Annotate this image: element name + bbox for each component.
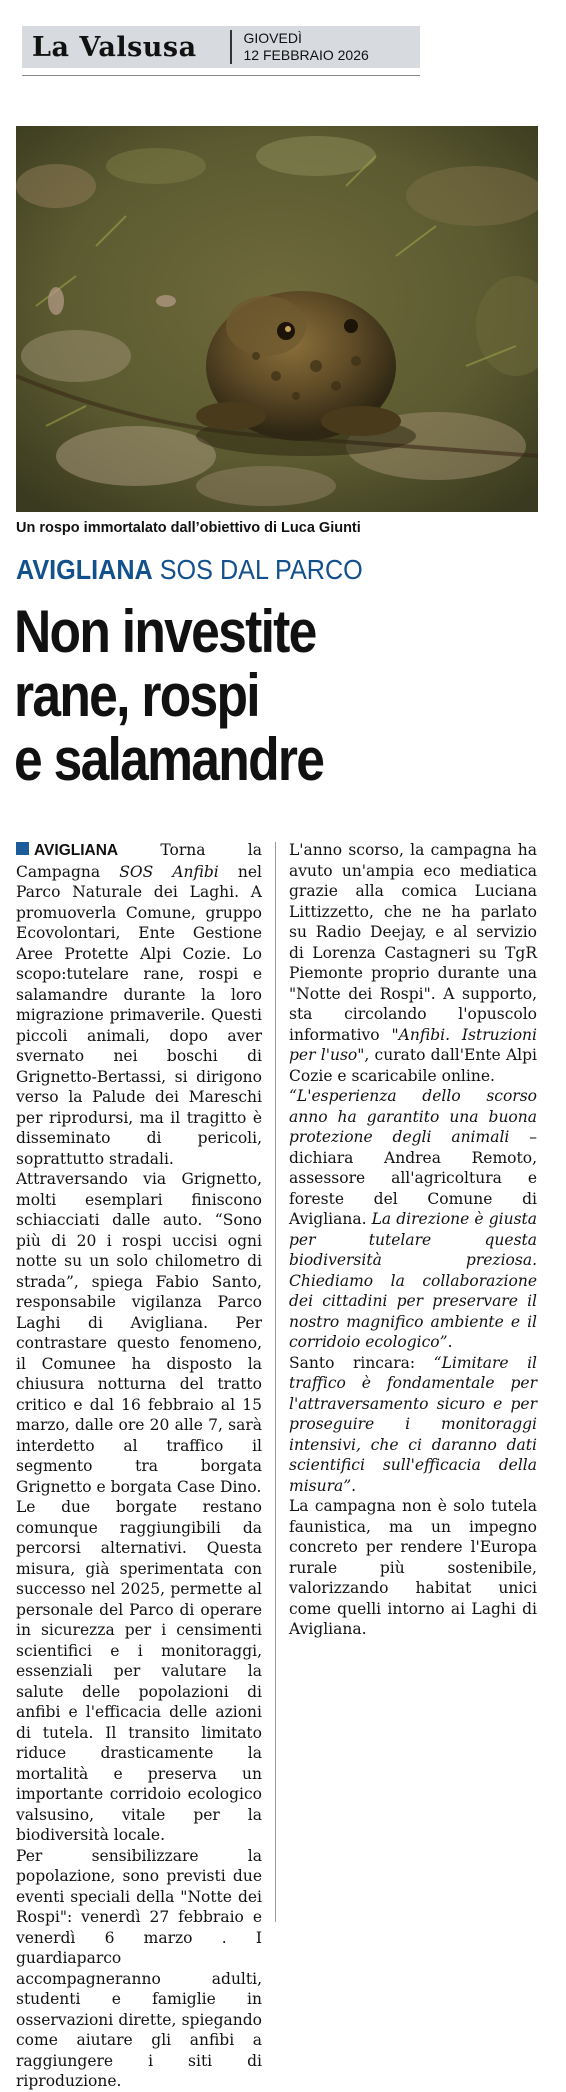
p6-quote-b: La direzione è giusta per tutelare questa biodiversità preziosa. Chiediamo la collaborazione dei cittadini per preservare il nostro magnifico ambiente e il corridoio ecologico” — [289, 1210, 537, 1351]
p6-text-a: – dichiara Andrea Remoto, assessore all'agricoltura e foreste del Comune di Avigliana. — [289, 1128, 537, 1228]
p6-text-b: . — [447, 1333, 453, 1351]
paragraph-2: Attraversando via Grignetto, molti esemplari finiscono schiacciati dalle auto. “Sono più di 20 i rospi uccisi ogni notte su un solo chilometro di strada”, spiega Fabio Santo, responsabile vigilanza Parco Laghi di Avigliana. Per contrastare questo fenomeno, il Comunee ha disposto la chiusura notturna del tratto critico e dal 16 febbraio al 15 marzo, dalle ore 20 alle 7, sarà interdetto al traffico il segmento tra borgata Grignetto e borgata Case Dino. — [16, 1170, 262, 1496]
p5-brochure-title: "Anfibi. Istruzioni per l'uso" — [289, 1025, 537, 1064]
p1-text-a: Torna la Campagna — [16, 841, 262, 881]
column-divider — [275, 842, 276, 1922]
paragraph-7 — [289, 1353, 537, 1497]
masthead-divider — [230, 30, 232, 64]
masthead — [22, 26, 420, 68]
p7-quote: “Limitare il traffico è fondamentale per l'attraversamento sicuro e per proseguire i monitoraggi intensivi, che ci daranno dati scientifici sull'efficacia della misura” — [289, 1353, 537, 1495]
p6-quote-a: “L'esperienza dello scorso anno ha garantito una buona protezione degli animali — [289, 1087, 537, 1146]
issue-weekday: GIOVEDÌ — [243, 30, 302, 46]
newspaper-name: La Valsusa — [32, 31, 197, 63]
toad-photo — [16, 126, 538, 512]
section-square-icon — [16, 842, 29, 855]
paragraph-6 — [289, 1086, 537, 1353]
p7-text-b: . — [351, 1476, 357, 1495]
p5-text-b: , curato dall'Ente Alpi Cozie e scaricabile online. — [289, 1046, 537, 1085]
issue-day: 12 FEBBRAIO 2026 — [243, 47, 369, 63]
kicker — [16, 552, 363, 588]
paragraph-5 — [289, 840, 537, 1086]
p1-text-b: nel Parco Naturale dei Laghi. A promuoverla Comune, gruppo Ecovolontari, Ente Gestione Aree Protette Alpi Cozie. Lo scopo:tutelare rane, rospi e salamandre durante la loro migrazione primaverile. Questi piccoli animali, dopo aver svernato nei boschi di Grignetto-Bertassi, si dirigono verso la Palude dei Mareschi per riprodursi, ma il tragitto è disseminato di pericoli, soprattutto stradali. — [16, 862, 262, 1168]
masthead-rule — [22, 75, 420, 76]
headline-line-2: rane, rospi — [14, 662, 259, 729]
headline-line-1: Non investite — [14, 598, 316, 665]
paragraph-1 — [16, 840, 262, 1169]
paragraph-8: La campagna non è solo tutela faunistica, ma un impegno concreto per rendere l'Europa rurale più sostenibile, valorizzando habitat unici come quelli intorno ai Laghi di Avigliana. — [289, 1497, 537, 1638]
p1-campaign-name: SOS Anfibi — [119, 862, 219, 881]
photo-caption: Un rospo immortalato dall’obiettivo di Luca Giunti — [16, 520, 361, 536]
article-column-right — [289, 840, 537, 1640]
article-column-left — [16, 840, 262, 2092]
headline-line-3: e salamandre — [14, 726, 324, 793]
issue-date — [244, 30, 369, 64]
dateline: AVIGLIANA — [34, 842, 119, 859]
p5-text-a: L'anno scorso, la campagna ha avuto un'ampia eco mediatica grazie alla comica Luciana Littizzetto, che ne ha parlato su Radio Deejay, e al servizio di Lorenza Castagneri su TgR Piemonte proprio durante una "Notte dei Rospi". A supporto, sta circolando l'opuscolo informativo — [289, 841, 537, 1044]
kicker-place: AVIGLIANA — [16, 554, 153, 585]
headline — [14, 600, 496, 792]
paragraph-3: Le due borgate restano comunque raggiungibili da percorsi alternativi. Questa misura, già sperimentata con successo nel 2025, permette al personale del Parco di operare in sicurezza per i censimenti scientifici e i monitoraggi, essenziali per valutare la salute delle popolazioni di anfibi e l'efficacia delle azioni di tutela. Il transito limitato riduce drasticamente la mortalità e preserva un importante corridoio ecologico valsusino, vitale per la biodiversità locale. — [16, 1498, 262, 1844]
paragraph-4: Per sensibilizzare la popolazione, sono previsti due eventi speciali della "Notte dei Rospi": venerdì 27 febbraio e venerdì 6 marzo . I guardiaparco accompagneranno adulti, studenti e famiglie in osservazioni dirette, spiegando come aiutare gli anfibi a raggiungere i siti di riproduzione. — [16, 1846, 262, 2090]
kicker-topic: SOS DAL PARCO — [159, 554, 363, 585]
p7-text-a: Santo rincara: — [289, 1353, 434, 1372]
